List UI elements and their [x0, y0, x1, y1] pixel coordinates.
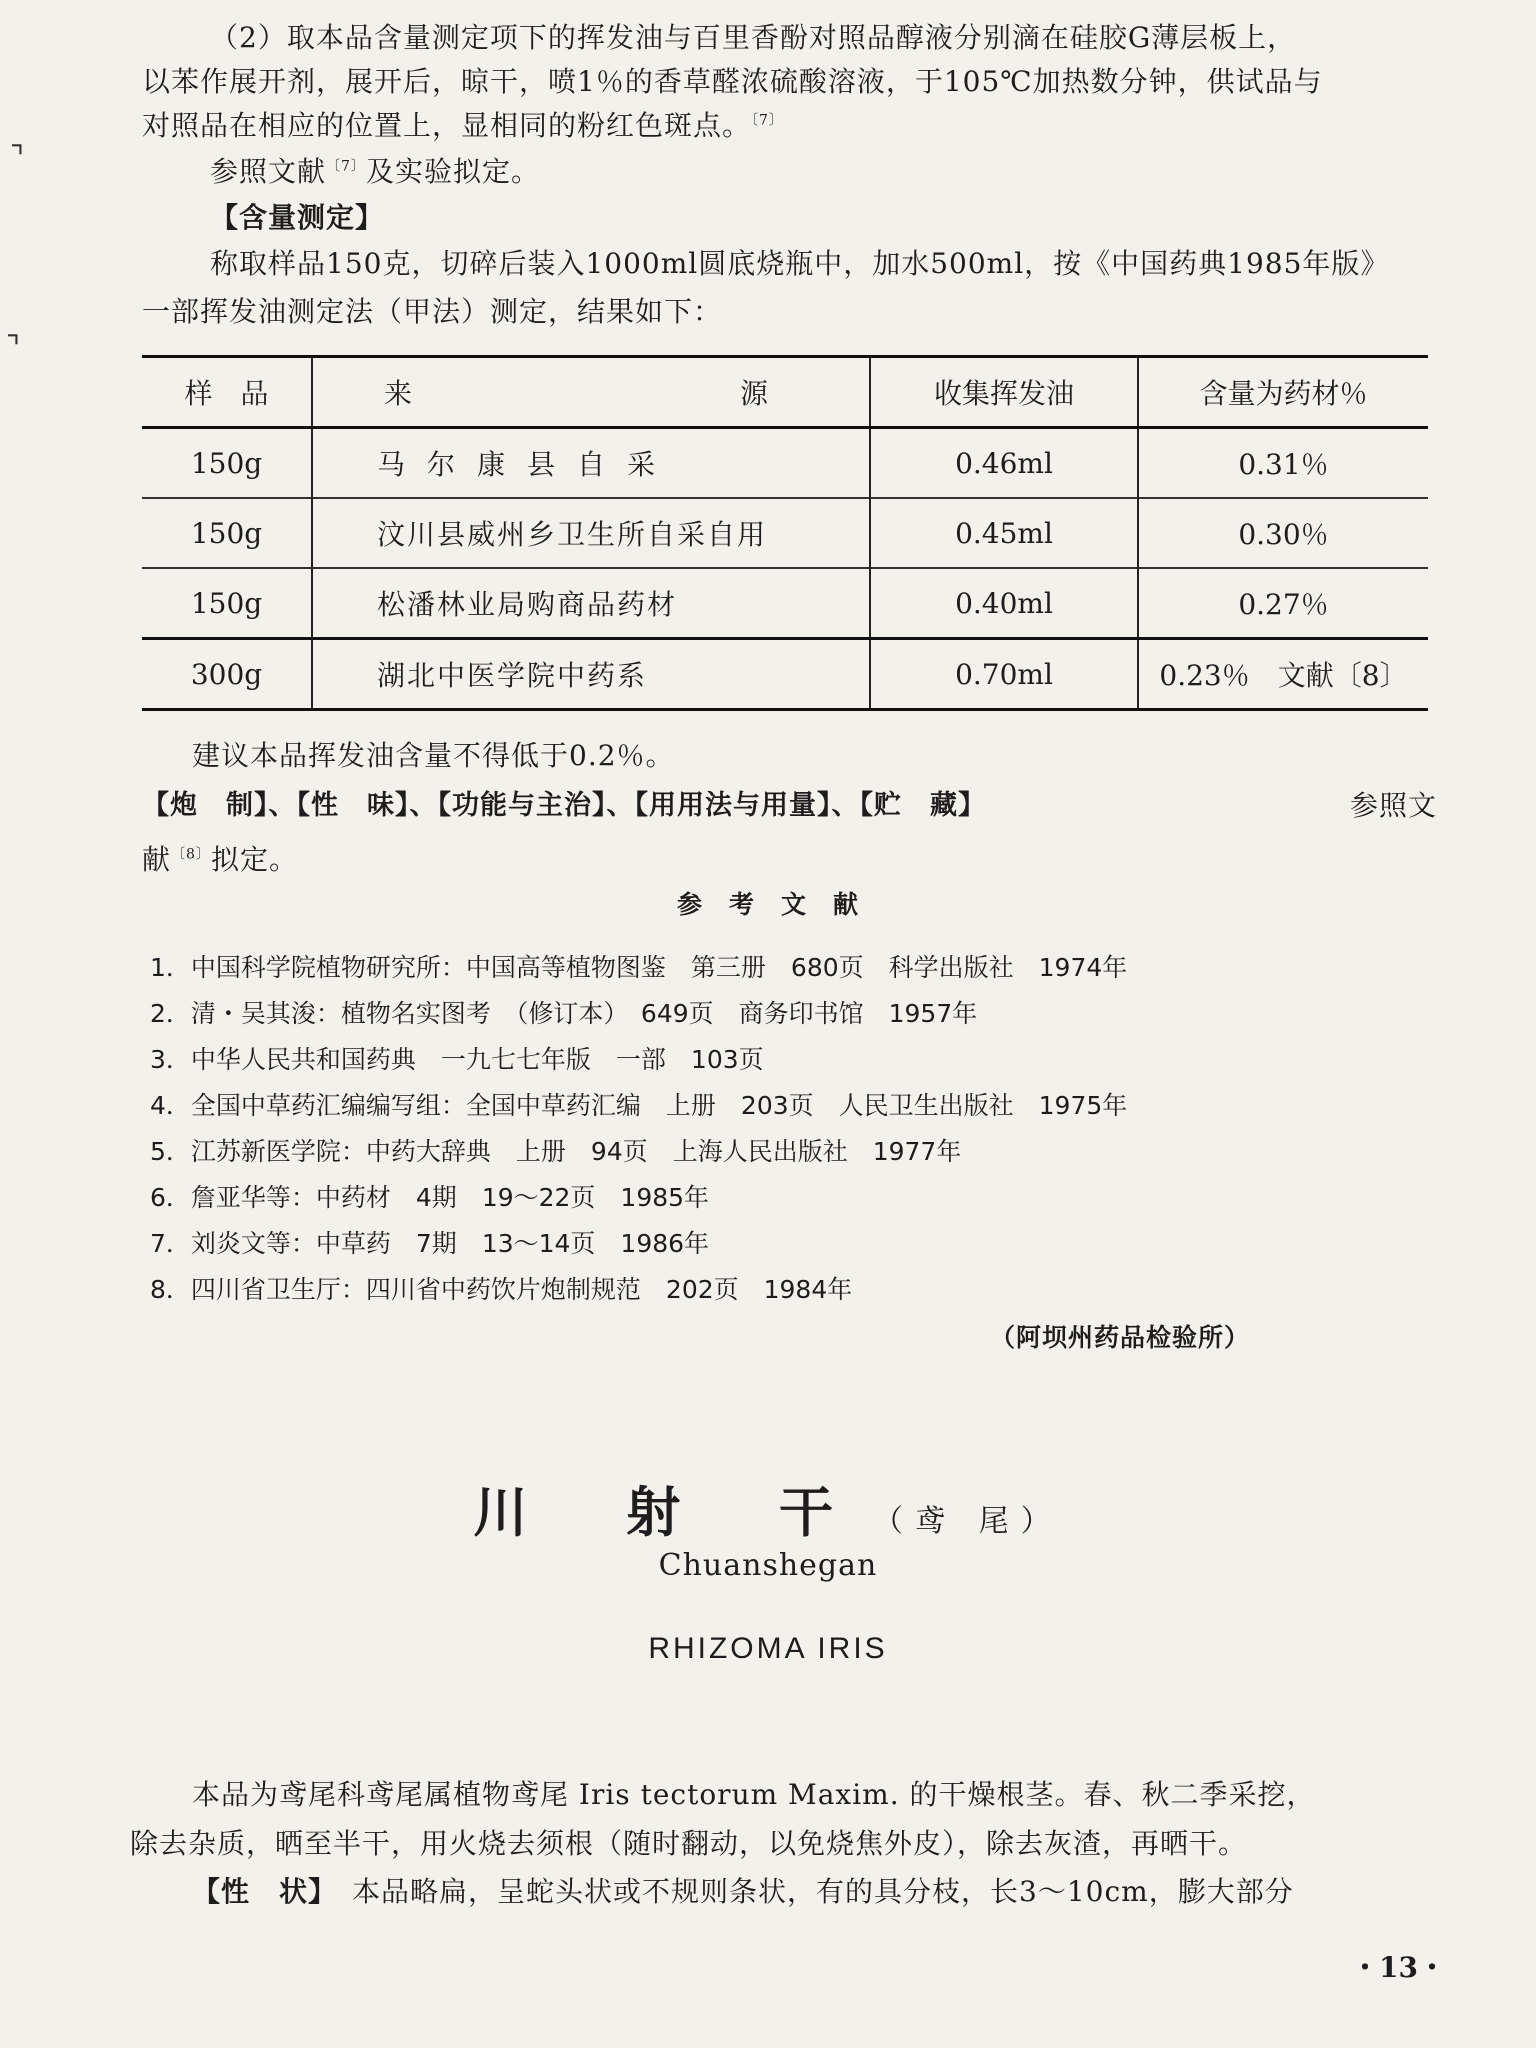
cell-sample: 150g: [190, 586, 263, 620]
monograph-title-sub: （鸢 尾）: [873, 1504, 1063, 1539]
cell-sample: 150g: [190, 446, 263, 480]
header-oil: 收集挥发油: [870, 357, 1138, 428]
table-row: [142, 639, 1428, 710]
table-row: [142, 428, 1428, 499]
section-heading-assay: 【含量测定】: [210, 201, 385, 234]
cell-oil: 0.40ml: [870, 568, 1138, 639]
suggestion-line: 建议本品挥发油含量不得低于0.2％。: [192, 739, 675, 772]
monograph-title: 川 射 干（鸢 尾）: [473, 1481, 1063, 1544]
reference-marker: 〔8〕: [171, 846, 211, 863]
cell-content: 0.27％: [1138, 568, 1428, 639]
cell-content: 0.31％: [1138, 428, 1428, 499]
assay-results-table: [142, 355, 1428, 711]
header-content: 含量为药材％: [1138, 357, 1428, 428]
monograph-pinyin: Chuanshegan: [658, 1548, 878, 1583]
paragraph-line: （2）取本品含量测定项下的挥发油与百里香酚对照品醇液分别滴在硅胶G薄层板上，: [210, 21, 1297, 54]
cell-oil: 0.46ml: [870, 428, 1138, 499]
paragraph-line: 献$^{〔8〕}$拟定。: [142, 843, 298, 876]
list-item: 4．全国中草药汇编编写组：全国中草药汇编 上册 203页 人民卫生出版社 1975年: [150, 1091, 1128, 1120]
list-item: 2．清・吴其浚：植物名实图考 （修订本） 649页 商务印书馆 1957年: [150, 999, 978, 1028]
cell-oil: 0.70ml: [870, 639, 1138, 710]
binding-mark: ⌝: [6, 330, 21, 365]
cell-sample: 150g: [190, 516, 263, 550]
header-sample: 样 品: [184, 377, 269, 410]
paragraph-line: 以苯作展开剂，展开后，晾干，喷1％的香草醛浓硫酸溶液，于105℃加热数分钟，供试品与: [142, 65, 1323, 98]
paragraph-line: 除去杂质，晒至半干，用火烧去须根（随时翻动，以免烧焦外皮），除去灰渣，再晒干。: [130, 1827, 1248, 1860]
cell-source: 马尔康县自采: [312, 428, 870, 499]
cell-source: 湖北中医学院中药系: [312, 639, 870, 710]
header-source: 来 源: [312, 357, 870, 428]
paragraph-line: 【性 状】 本品略扁，呈蛇头状或不规则条状，有的具分枝，长3～10cm，膨大部分: [192, 1875, 1294, 1908]
section-heading-characteristics: 【性 状】: [192, 1875, 324, 1908]
table-header-row: [142, 357, 1428, 428]
cell-content: 0.23％ 文献〔8〕: [1138, 639, 1428, 710]
cell-source: 松潘林业局购商品药材: [312, 568, 870, 639]
paragraph-line: 一部挥发油测定法（甲法）测定，结果如下：: [142, 295, 723, 328]
list-item: 3．中华人民共和国药典 一九七七年版 一部 103页: [150, 1045, 764, 1074]
paragraph-line: 本品为鸢尾科鸢尾属植物鸢尾 Iris tectorum Maxim. 的干燥根茎。春、秋二季采挖，: [192, 1778, 1316, 1811]
cell-content: 0.30％: [1138, 498, 1428, 568]
reference-marker: 〔7〕: [326, 158, 366, 175]
list-item: 1．中国科学院植物研究所：中国高等植物图鉴 第三册 680页 科学出版社 1974年: [150, 953, 1128, 982]
paragraph-line: 称取样品150克，切碎后装入1000ml圆底烧瓶中，加水500ml，按《中国药典1985年版》: [210, 247, 1390, 280]
affiliation: （阿坝州药品检验所）: [990, 1323, 1251, 1352]
cell-source: 汶川县威州乡卫生所自采自用: [312, 498, 870, 568]
references-heading: 参 考 文 献: [676, 890, 859, 919]
cell-note: 文献〔8〕: [1277, 659, 1408, 692]
reference-list: [150, 945, 1127, 1313]
cell-oil: 0.45ml: [870, 498, 1138, 568]
paragraph-line: 参照文: [1350, 789, 1438, 822]
page-number: ・13・: [1351, 1951, 1446, 1984]
list-item: 5．江苏新医学院：中药大辞典 上册 94页 上海人民出版社 1977年: [150, 1137, 962, 1166]
binding-mark: ⌝: [10, 140, 25, 175]
cell-sample: 300g: [190, 657, 263, 691]
table-row: [142, 498, 1428, 568]
table-row: [142, 568, 1428, 639]
section-headings-line: 【炮 制】、【性 味】、【功能与主治】、【用用法与用量】、【贮 藏】: [142, 790, 986, 821]
list-item: 6．詹亚华等：中药材 4期 19～22页 1985年: [150, 1183, 710, 1212]
monograph-latin: RHIZOMA IRIS: [648, 1632, 888, 1665]
paragraph-line: 对照品在相应的位置上，显相同的粉红色斑点。$^{〔7〕}$: [142, 109, 784, 142]
paragraph-line: 参照文献$^{〔7〕}$及实验拟定。: [210, 155, 540, 188]
list-item: 8．四川省卫生厅：四川省中药饮片炮制规范 202页 1984年: [150, 1275, 853, 1304]
reference-marker: 〔7〕: [751, 112, 784, 129]
list-item: 7．刘炎文等：中草药 7期 13～14页 1986年: [150, 1229, 710, 1258]
